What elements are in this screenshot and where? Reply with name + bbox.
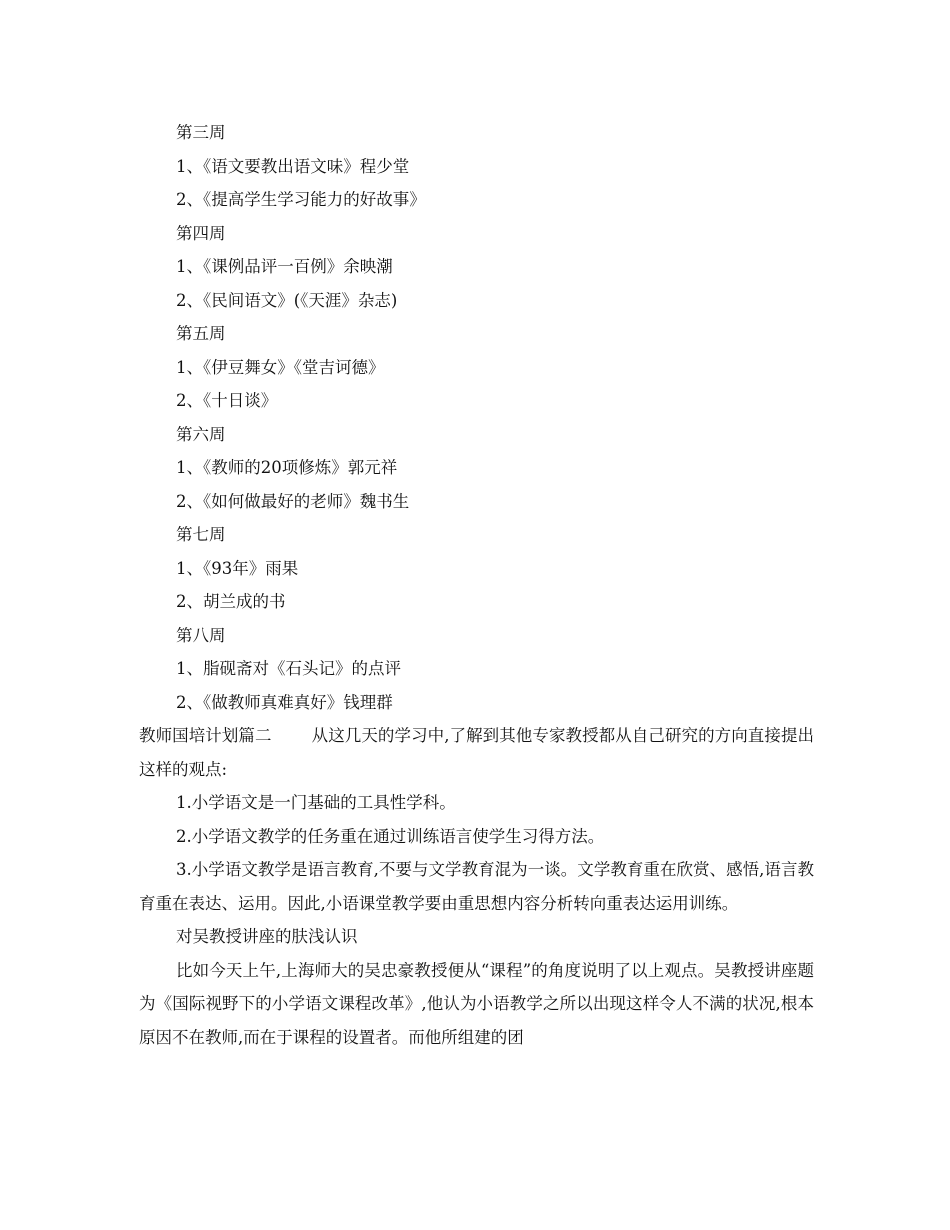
point-item: 2.小学语文教学的任务重在通过训练语言使学生习得方法。	[176, 826, 605, 846]
document-body	[139, 116, 814, 1054]
reading-item: 1、《教师的20项修炼》郭元祥	[176, 458, 398, 477]
reading-item: 2、胡兰成的书	[176, 592, 286, 611]
week-heading: 第七周	[176, 525, 226, 544]
section-subheading: 对吴教授讲座的肤浅认识	[176, 927, 358, 946]
reading-item: 1、脂砚斋对《石头记》的点评	[176, 659, 401, 678]
week-heading: 第六周	[176, 424, 226, 444]
point-item: 1.小学语文是一门基础的工具性学科。	[176, 793, 456, 812]
reading-item: 1、《课例品评一百例》余映潮	[176, 257, 393, 276]
reading-item: 2、《做教师真难真好》钱理群	[176, 692, 393, 712]
point-item: 3.小学语文教学是语言教育,不要与文学教育混为一谈。文学教育重在欣赏、感悟,语言教育重在表达、运用。因此,小语课堂教学要由重思想内容分析转向重表达运用训练。	[139, 860, 814, 913]
reading-item: 2、《提高学生学习能力的好故事》	[176, 190, 426, 209]
section-intro-paragraph	[139, 719, 814, 786]
reading-item: 1、《93年》雨果	[176, 558, 299, 578]
week-heading: 第五周	[176, 324, 226, 343]
reading-item: 2、《十日谈》	[176, 391, 278, 410]
section-heading: 教师国培计划篇二	[139, 726, 272, 745]
section-intro: 从这几天的学习中,了解到其他专家教授都从自己研究的方向直接提出这样的观点:	[139, 726, 815, 779]
week-heading: 第八周	[176, 625, 226, 645]
week-heading: 第三周	[176, 123, 226, 142]
reading-item: 1、《伊豆舞女》《堂吉诃德》	[176, 357, 385, 377]
body-paragraph: 比如今天上午,上海师大的吴忠豪教授便从“课程”的角度说明了以上观点。吴教授讲座题为《国际视野下的小学语文课程改革》,他认为小语教学之所以出现这样令人不满的状况,根本原因不在教师,而在于课程的设置者。而他所组建的团	[139, 960, 814, 1047]
reading-item: 2、《如何做最好的老师》魏书生	[176, 491, 410, 511]
week-heading: 第四周	[176, 223, 226, 243]
reading-item: 1、《语文要教出语文味》程少堂	[176, 156, 410, 176]
reading-item: 2、《民间语文》(《天涯》杂志)	[176, 290, 398, 310]
